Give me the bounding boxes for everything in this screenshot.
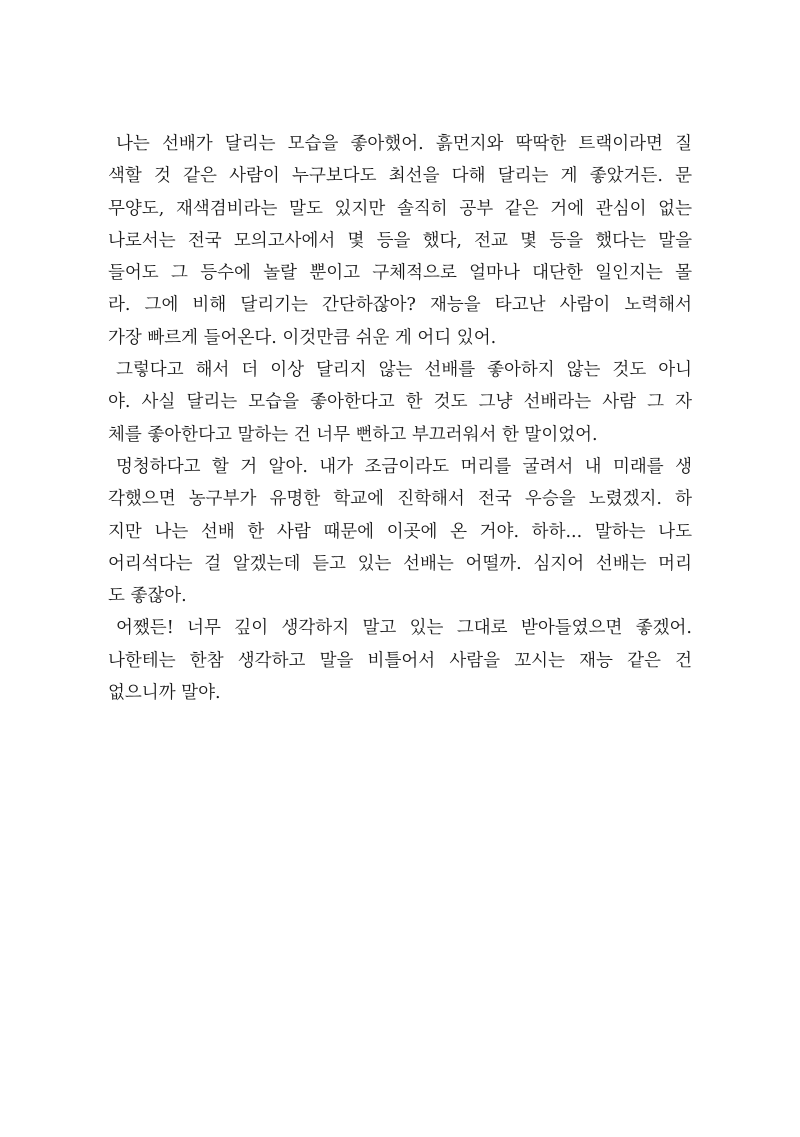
text-line: 라. 그에 비해 달리기는 간단하잖아? 재능을 타고난 사람이 노력해서 — [108, 295, 692, 316]
document-body — [108, 128, 692, 709]
text-line: 없으니까 말야. — [108, 683, 221, 704]
text-line: 색할 것 같은 사람이 누구보다도 최선을 다해 달리는 게 좋았거든. 문 — [108, 166, 692, 187]
text-line: 야. 사실 달리는 모습을 좋아한다고 한 것도 그냥 선배라는 사람 그 자 — [108, 392, 692, 413]
paragraph — [108, 451, 692, 612]
text-line: 어리석다는 걸 알겠는데 듣고 있는 선배는 어떨까. 심지어 선배는 머리 — [108, 553, 692, 574]
paragraph — [108, 612, 692, 709]
text-line: 무양도, 재색겸비라는 말도 있지만 솔직히 공부 같은 거에 관심이 없는 — [108, 198, 692, 219]
text-line: 각했으면 농구부가 유명한 학교에 진학해서 전국 우승을 노렸겠지. 하 — [108, 489, 692, 510]
text-line: 지만 나는 선배 한 사람 때문에 이곳에 온 거야. 하하... 말하는 나도 — [108, 521, 692, 542]
text-line: 멍청하다고 할 거 알아. 내가 조금이라도 머리를 굴려서 내 미래를 생 — [116, 456, 692, 477]
text-line: 가장 빠르게 들어온다. 이것만큼 쉬운 게 어디 있어. — [108, 327, 497, 348]
text-line: 나로서는 전국 모의고사에서 몇 등을 했다, 전교 몇 등을 했다는 말을 — [108, 230, 692, 251]
text-line: 체를 좋아한다고 말하는 건 너무 뻔하고 부끄러워서 한 말이었어. — [108, 424, 598, 445]
text-line: 들어도 그 등수에 놀랄 뿐이고 구체적으로 얼마나 대단한 일인지는 몰 — [108, 263, 692, 284]
text-line: 그렇다고 해서 더 이상 달리지 않는 선배를 좋아하지 않는 것도 아니 — [116, 360, 692, 381]
text-line: 나는 선배가 달리는 모습을 좋아했어. 흙먼지와 딱딱한 트랙이라면 질 — [116, 134, 692, 154]
text-line: 나한테는 한참 생각하고 말을 비틀어서 사람을 꼬시는 재능 같은 건 — [108, 650, 692, 671]
text-line: 도 좋잖아. — [108, 586, 187, 607]
text-line: 어쨌든! 너무 깊이 생각하지 말고 있는 그대로 받아들였으면 좋겠어. — [116, 618, 692, 639]
paragraph — [108, 128, 692, 354]
paragraph — [108, 354, 692, 451]
